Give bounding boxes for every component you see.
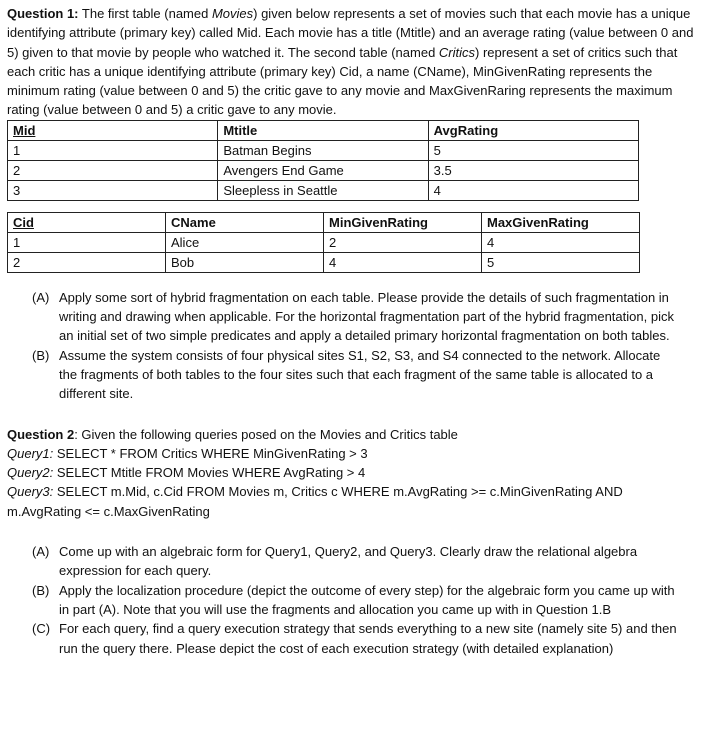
column-header: MaxGivenRating [482, 212, 640, 232]
item-text: Apply the localization procedure (depict the outcome of every step) for the algebraic form you came up with in part (A). Note that you will use the fragments and allocation you came up with in Question 1.B [59, 582, 675, 617]
table-cell: 5 [482, 252, 640, 272]
movies-table [7, 120, 639, 201]
movies-table-name: Movies [211, 6, 254, 21]
list-item [32, 619, 698, 658]
table-row [8, 140, 639, 160]
table-cell: 1 [8, 232, 166, 252]
table-cell: 2 [8, 252, 166, 272]
table-cell: Avengers End Game [218, 160, 428, 180]
table-cell: 1 [8, 140, 218, 160]
table-header-row [8, 120, 639, 140]
list-item [32, 542, 698, 581]
column-header: Mtitle [218, 120, 428, 140]
table-row [8, 180, 639, 200]
table-header-row [8, 212, 640, 232]
table-cell: 3.5 [428, 160, 638, 180]
table-cell: Batman Begins [218, 140, 428, 160]
table-row [8, 232, 640, 252]
column-header: MinGivenRating [324, 212, 482, 232]
list-item [32, 346, 698, 404]
critics-table-name: Critics [438, 44, 476, 60]
table-cell: Bob [166, 252, 324, 272]
item-text: For each query, find a query execution strategy that sends everything to a new site (namely site 5) and then run the query there. Please depict the cost of each execution strategy (with detailed explanation) [59, 621, 677, 656]
question-1-intro: Question 1: The first table (named Movies) given below represents a set of movies such that each movie has a unique identifying attribute (primary key) called Mid. Each movie has a title (Mtitle) and an average rating (value between 0 and 5) given to that movie by people who watched it. The second table (named Critics) represent a set of critics such that each critic has a unique identifying attribute (primary key) Cid, a name (CName), MinGivenRating represents the minimum rating (value between 0 and 5) the critic gave to any movie and MaxGivenRaring represents the maximum rating (value between 0 and 5) a critic gave to any movie. [7, 6, 694, 118]
item-label: (B) [32, 582, 50, 598]
item-label: (C) [32, 621, 51, 637]
question-2-label: Question 2 [7, 426, 75, 442]
table-cell: 5 [428, 140, 638, 160]
question-1-label: Question 1: [7, 6, 79, 21]
critics-table [7, 212, 640, 273]
question-1-items [7, 288, 698, 404]
item-label: (A) [32, 289, 50, 305]
table-cell: Sleepless in Seattle [218, 180, 428, 200]
table-cell: Alice [166, 232, 324, 252]
item-label: (B) [32, 347, 50, 363]
table-row [8, 252, 640, 272]
question-2-items [7, 542, 698, 658]
table-cell: 4 [428, 180, 638, 200]
table-cell: 4 [324, 252, 482, 272]
question-2-intro: Question 2: Given the following queries posed on the Movies and Critics table [7, 426, 458, 442]
table-cell: 4 [482, 232, 640, 252]
table-cell: 2 [8, 160, 218, 180]
table-cell: 3 [8, 180, 218, 200]
table-row [8, 160, 639, 180]
column-header: Cid [8, 212, 166, 232]
item-text: Come up with an algebraic form for Query1, Query2, and Query3. Clearly draw the relational algebra expression for each query. [59, 544, 638, 579]
column-header: CName [166, 212, 324, 232]
list-item [32, 288, 698, 346]
column-header: Mid [8, 120, 218, 140]
query-1: Query1: SELECT * FROM Critics WHERE MinGivenRating > 3 [7, 445, 368, 461]
query-2: Query2: SELECT Mtitle FROM Movies WHERE AvgRating > 4 [7, 465, 366, 481]
item-label: (A) [32, 544, 50, 560]
table-cell: 2 [324, 232, 482, 252]
column-header: AvgRating [428, 120, 638, 140]
list-item [32, 581, 698, 620]
item-text: Apply some sort of hybrid fragmentation on each table. Please provide the details of such fragmentation in writing and drawing when applicable. For the horizontal fragmentation part of the hybrid fragmentation, pick an initial set of two simple predicates and apply a detailed primary horizontal fragmentation on both tables. [59, 289, 674, 344]
item-text: Assume the system consists of four physical sites S1, S2, S3, and S4 connected to the network. Allocate the fragments of both tables to the four sites such that each fragment of the same table is allocated to a different site. [59, 347, 661, 402]
query-3: Query3: SELECT m.Mid, c.Cid FROM Movies m, Critics c WHERE m.AvgRating >= c.MinGivenRating AND m.AvgRating <= c.MaxGivenRating [7, 484, 623, 519]
